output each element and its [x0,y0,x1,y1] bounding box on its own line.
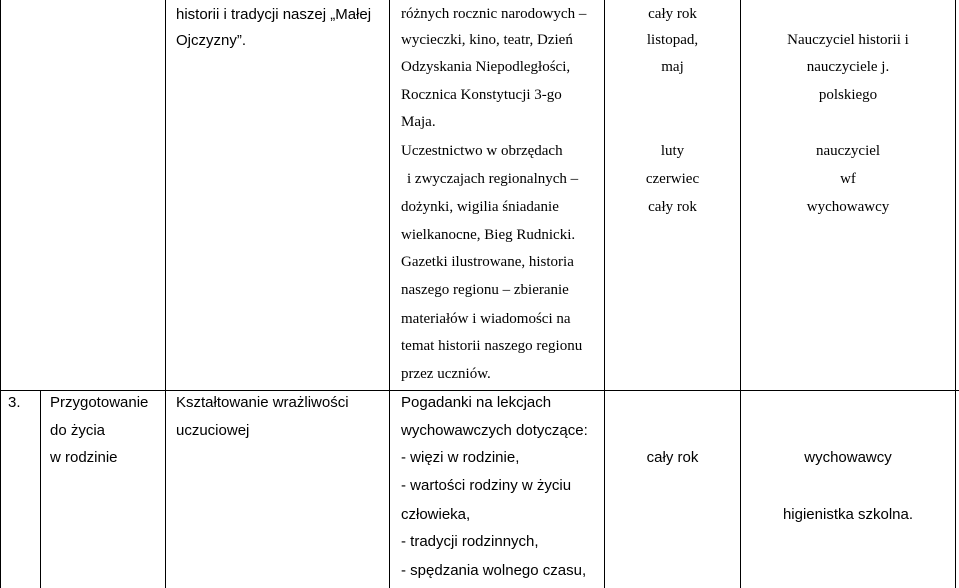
table-cell: dożynki, wigilia śniadanie [401,199,559,215]
table-row [0,221,959,250]
table-cell: różnych rocznic narodowych – [401,6,587,22]
table-cell: cały rok [648,6,697,22]
table-cell: - tradycji rodzinnych, [401,533,539,550]
table-row [0,471,959,500]
table-cell: Pogadanki na lekcjach [401,394,552,411]
table-cell: materiałów i wiadomości na [401,311,571,327]
table-cell: cały rok [648,199,697,215]
table-cell: człowieka, [401,506,471,523]
table-cell: cały rok [646,449,699,466]
table-cell: listopad, [646,32,699,48]
table-cell: Maja. [401,114,436,130]
table-row [0,53,959,82]
table-cell: maj [661,59,684,75]
table-cell: naszego regionu – zbieranie [401,282,569,298]
table-row [0,81,959,110]
table-cell: historii i tradycji naszej „Małej [176,6,372,23]
table-cell: - więzi w rodzinie, [401,449,520,466]
table-cell: Uczestnictwo w obrzędach [401,143,563,159]
table-cell: czerwiec [645,171,700,187]
table-row [0,276,959,305]
table-cell: do życia [50,422,106,439]
table-row [0,360,959,389]
table-row [0,332,959,361]
table-row [0,165,959,194]
table-cell: Przygotowanie [50,394,149,411]
table-cell: Kształtowanie wrażliwości [176,394,349,411]
table-cell: Nauczyciel historii i [787,32,909,48]
table-cell: Gazetki ilustrowane, historia [401,254,574,270]
table-cell: uczuciowej [176,422,250,439]
table-row [0,193,959,222]
table-row [0,0,959,29]
table-row [0,388,959,417]
table-cell: w rodzinie [50,449,118,466]
table-cell: wychowawcy [804,449,892,466]
table-cell: Ojczyzny”. [176,32,247,49]
table-row [0,26,959,55]
table-cell: wycieczki, kino, teatr, Dzień [401,32,573,48]
table-cell: polskiego [818,87,878,103]
table-cell: Rocznica Konstytucji 3-go [401,87,562,103]
table-row [0,500,959,529]
table-cell: i zwyczajach regionalnych – [407,171,579,187]
table-row [0,108,959,137]
table-cell: temat historii naszego regionu [401,338,583,354]
table-cell: Odzyskania Niepodległości, [401,59,571,75]
table-row [0,527,959,556]
table-cell: przez uczniów. [401,366,491,382]
table-row [0,305,959,334]
table-row [0,137,959,166]
table-cell: - spędzania wolnego czasu, [401,562,587,579]
table-cell: nauczyciel [815,143,881,159]
table-cell: nauczyciele j. [806,59,890,75]
table-row [0,443,959,472]
table-row [0,556,959,585]
table-cell: wf [840,171,856,187]
table-row [0,416,959,445]
table-cell: wychowawczych dotyczące: [401,422,588,439]
table-cell: - wartości rodziny w życiu [401,477,572,494]
table-cell: higienistka szkolna. [782,506,914,523]
table-row [0,248,959,277]
row-number: 3. [8,394,21,411]
table-cell: wychowawcy [806,199,890,215]
table-cell: luty [660,143,685,159]
table-cell: wielkanocne, Bieg Rudnicki. [401,227,576,243]
